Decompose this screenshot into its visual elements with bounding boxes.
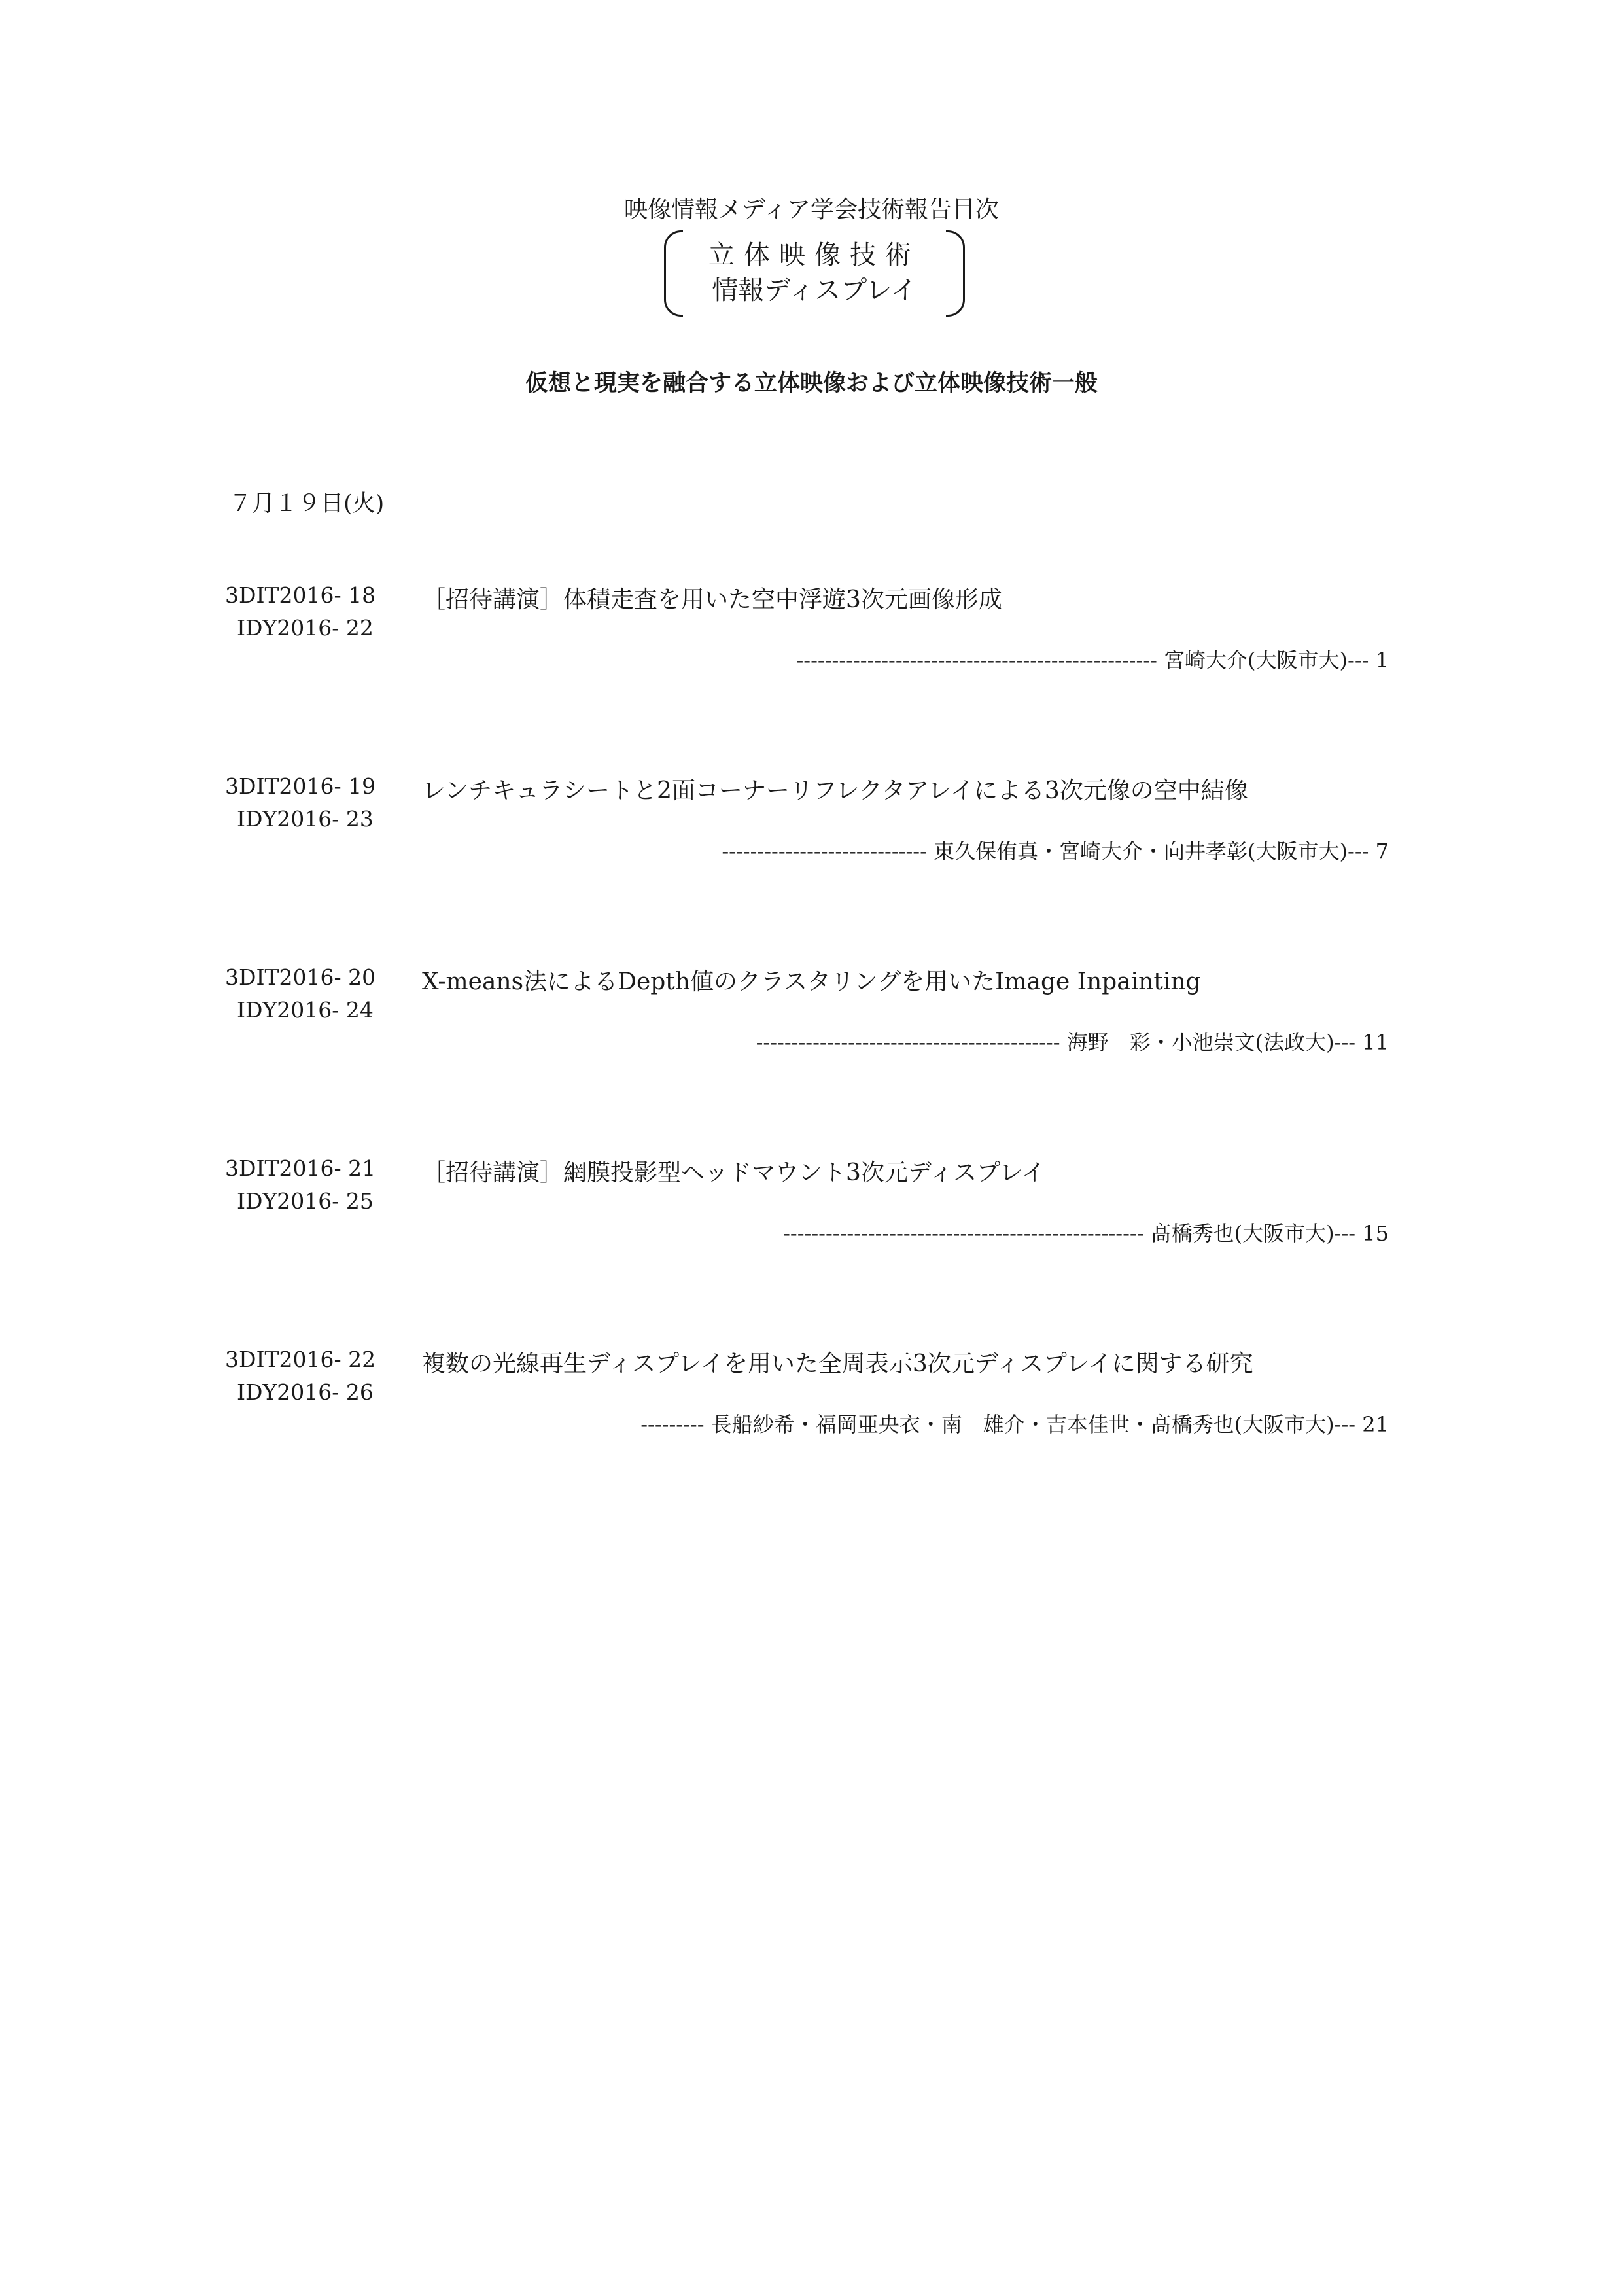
right-bracket (946, 230, 965, 317)
entry-id-idy: IDY2016- 23 (237, 806, 374, 832)
report-index-title: 映像情報メディア学会技術報告目次 (623, 196, 1000, 223)
entry-id-3dit: 3DIT2016- 21 (225, 1156, 376, 1181)
entry-authors-page: --------------------------------------------------- 宮崎大介(大阪市大)--- 1 (796, 648, 1389, 673)
entry-id-idy: IDY2016- 25 (237, 1188, 374, 1214)
left-bracket (664, 230, 683, 317)
entry-title: ［招待講演］網膜投影型ヘッドマウント3次元ディスプレイ (422, 1159, 1045, 1186)
group-name-line2: 情報ディスプレイ (712, 275, 917, 306)
entry-id-3dit: 3DIT2016- 18 (225, 582, 376, 608)
entry-title: ［招待講演］体積走査を用いた空中浮遊3次元画像形成 (422, 586, 1002, 613)
entry-authors-page: ----------------------------- 東久保侑真・宮崎大介・向井孝彰(大阪市大)--- 7 (722, 839, 1389, 864)
entry-id-idy: IDY2016- 24 (237, 997, 374, 1023)
entry-id-idy: IDY2016- 26 (237, 1379, 374, 1405)
entry-authors-page: ------------------------------------------- 海野 彩・小池崇文(法政大)--- 11 (756, 1030, 1389, 1055)
bracketed-group-label (664, 230, 965, 315)
group-name-line1: 立体映像技術 (708, 240, 920, 270)
entry-title: 複数の光線再生ディスプレイを用いた全周表示3次元ディスプレイに関する研究 (422, 1351, 1253, 1377)
session-date: ７月１９日(火) (229, 491, 385, 517)
entry-authors-page: --------------------------------------------------- 髙橋秀也(大阪市大)--- 15 (783, 1221, 1389, 1246)
entry-id-3dit: 3DIT2016- 20 (225, 964, 376, 990)
entry-title: レンチキュラシートと2面コーナーリフレクタアレイによる3次元像の空中結像 (422, 777, 1248, 804)
entry-id-3dit: 3DIT2016- 22 (225, 1347, 376, 1372)
entry-id-idy: IDY2016- 22 (237, 615, 374, 641)
entry-id-3dit: 3DIT2016- 19 (225, 773, 376, 799)
session-title: 仮想と現実を融合する立体映像および立体映像技術一般 (525, 370, 1098, 397)
entry-title: X-means法によるDepth値のクラスタリングを用いたImage Inpainting (422, 968, 1201, 995)
entry-authors-page: --------- 長船紗希・福岡亜央衣・南 雄介・吉本佳世・髙橋秀也(大阪市大)--- 21 (640, 1412, 1389, 1437)
